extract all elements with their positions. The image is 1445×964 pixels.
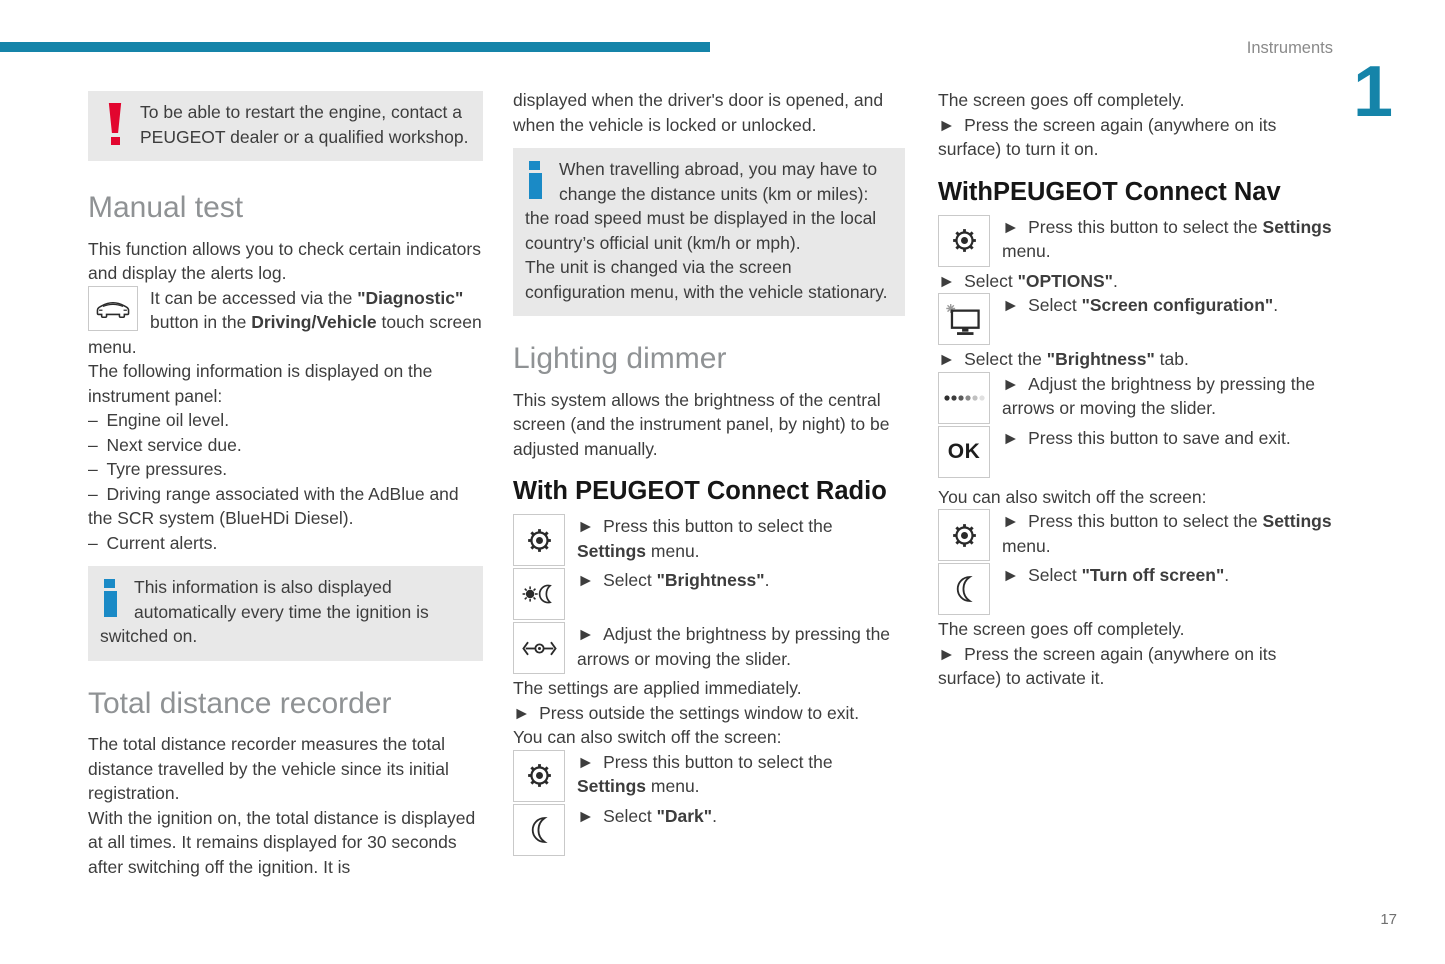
column-3 — [938, 88, 1338, 691]
warning-text: To be able to restart the engine, contact a PEUGEOT dealer or a qualified workshop. — [140, 102, 469, 147]
list-item: – Driving range associated with the AdBlue and the SCR system (BlueHDi Diesel). — [88, 483, 459, 528]
paragraph-total-distance-1: The total distance recorder measures the total distance travelled by the vehicle since its initial registration. — [88, 734, 449, 803]
instruction-row-diagnostic — [88, 286, 483, 360]
instruction-row-adjust — [513, 622, 905, 674]
instruction-text: ► Select "Dark". — [577, 805, 717, 826]
instruction-text: ► Press this button to select the Settings menu. — [577, 516, 833, 561]
subheading-connect-nav: WithPEUGEOT Connect Nav — [938, 177, 1281, 206]
moon-icon — [513, 804, 565, 856]
car-icon — [88, 286, 138, 331]
section-heading-manual-test: Manual test — [88, 191, 244, 224]
instruction-row-brightness — [513, 568, 905, 620]
ok-label: OK — [947, 439, 981, 463]
column-2 — [513, 88, 905, 858]
brightness-dots-icon — [938, 372, 990, 424]
paragraph-manual-test-intro: This function allows you to check certain indicators and display the alerts log. — [88, 238, 481, 283]
paragraph-panel-info: The following information is displayed on the instrument panel: — [88, 361, 433, 406]
info-box — [513, 148, 905, 316]
warning-exclamation-icon — [106, 103, 124, 145]
instruction-row-settings — [938, 509, 1338, 561]
instruction-row-adjust — [938, 372, 1338, 424]
instruction-row-ok — [938, 426, 1338, 478]
instruction-text: ► Adjust the brightness by pressing the arrows or moving the slider. — [1002, 373, 1316, 419]
instruction-row-settings — [938, 215, 1338, 264]
slider-icon — [513, 622, 565, 674]
list-item: – Engine oil level. — [88, 410, 230, 430]
list-item: – Next service due. — [88, 434, 242, 455]
header-section-label: Instruments — [1246, 39, 1333, 57]
header-accent-bar — [0, 42, 710, 52]
subheading-connect-radio: With PEUGEOT Connect Radio — [513, 477, 887, 505]
paragraph-select-options: ► Select "OPTIONS". — [938, 270, 1118, 291]
instruction-text: ► Select "Brightness". — [577, 570, 770, 591]
instruction-text: ► Select "Turn off screen". — [1002, 565, 1230, 586]
paragraph-press-again: ► Press the screen again (anywhere on its surface) to activate it. — [938, 643, 1277, 689]
paragraph-screen-off: The screen goes off completely. — [938, 90, 1185, 110]
monitor-icon — [938, 293, 990, 345]
instruction-text: ► Adjust the brightness by pressing the arrows or moving the slider. — [577, 624, 891, 669]
chapter-number-tab: 1 — [1352, 52, 1393, 132]
list-item: – Current alerts. — [88, 532, 218, 553]
gear-icon — [513, 514, 565, 566]
instruction-text: ► Press this button to select the Settings menu. — [577, 751, 833, 797]
instruction-text: ► Press this button to select the Settings menu. — [1002, 216, 1332, 262]
gear-icon — [513, 750, 565, 802]
info-text: When travelling abroad, you may have to change the distance units (km or miles): the road speed must be displayed in the local country’s official unit (km/h or mph). — [525, 159, 878, 253]
instruction-text: ► Press this button to select the Settings menu. — [1002, 511, 1332, 556]
instruction-row-turn-off — [938, 563, 1338, 615]
paragraph-applied: The settings are applied immediately. — [513, 678, 802, 699]
warning-box — [88, 91, 483, 161]
info-text: The unit is changed via the screen configuration menu, with the vehicle stationary. — [525, 257, 888, 302]
instruction-text: It can be accessed via the "Diagnostic" button in the Driving/Vehicle touch screen menu. — [88, 287, 482, 357]
instruction-row-settings — [513, 514, 905, 566]
instruction-row-dark — [513, 804, 905, 856]
section-heading-lighting-dimmer: Lighting dimmer — [513, 342, 727, 375]
gear-icon — [938, 215, 990, 267]
instruction-text: ► Select "Screen configuration". — [1002, 295, 1279, 316]
instruction-row-settings — [513, 750, 905, 802]
moon-icon — [938, 563, 990, 615]
paragraph-lighting-intro: This system allows the brightness of the central screen (and the instrument panel, by night) to be adjusted manually. — [513, 389, 890, 459]
section-heading-total-distance: Total distance recorder — [88, 686, 392, 720]
paragraph-screen-off: The screen goes off completely. — [938, 619, 1185, 640]
page-number: 17 — [1380, 911, 1397, 928]
paragraph-exit: ► Press outside the settings window to exit. — [513, 702, 860, 723]
paragraph-select-brightness-tab: ► Select the "Brightness" tab. — [938, 349, 1189, 370]
ok-button-icon — [938, 426, 990, 478]
paragraph-continued: displayed when the driver's door is opened, and when the vehicle is locked or unlocked. — [513, 90, 884, 135]
info-text: This information is also displayed automatically every time the ignition is switched on. — [100, 577, 429, 646]
gear-icon — [938, 509, 990, 561]
list-item: – Tyre pressures. — [88, 459, 228, 479]
info-box — [88, 566, 483, 661]
column-1 — [88, 80, 483, 879]
instruction-text: ► Press this button to save and exit. — [1002, 427, 1291, 448]
info-icon — [104, 579, 118, 617]
instruction-row-screen-config — [938, 293, 1338, 318]
info-icon — [529, 161, 543, 199]
paragraph-switch-off: You can also switch off the screen: — [938, 486, 1207, 507]
paragraph-total-distance-2: With the ignition on, the total distance is displayed at all times. It remains displayed for 30 seconds after switching off the ignition. It is — [88, 807, 476, 877]
paragraph-press-again: ► Press the screen again (anywhere on its surface) to turn it on. — [938, 114, 1277, 159]
paragraph-switch-off: You can also switch off the screen: — [513, 727, 782, 748]
sun-moon-icon — [513, 568, 565, 620]
